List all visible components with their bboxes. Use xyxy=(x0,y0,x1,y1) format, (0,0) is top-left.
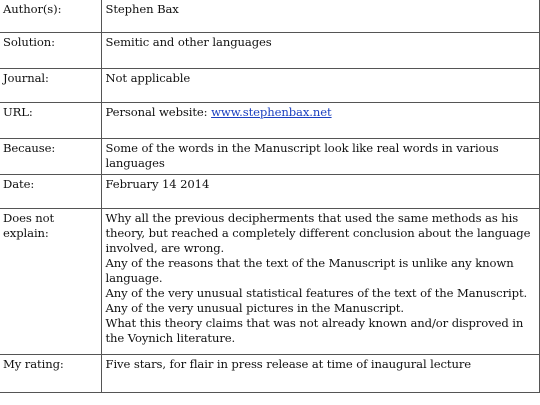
does-not-explain-line: Any of the reasons that the text of the Manuscript is unlike any known xyxy=(105,255,514,270)
journal-label: Journal: xyxy=(0,68,101,102)
date-label: Date: xyxy=(0,174,101,208)
url-value xyxy=(101,102,539,138)
solution-value: Semitic and other languages xyxy=(101,32,539,68)
url-prefix: Personal website: xyxy=(105,104,212,119)
solution-row xyxy=(0,32,539,68)
does-not-explain-line: the Voynich literature. xyxy=(105,330,236,345)
does-not-explain-row xyxy=(0,208,539,354)
does-not-explain-line: What this theory claims that was not already known and/or disproved in xyxy=(105,315,524,330)
does-not-explain-line: Any of the very unusual pictures in the Manuscript. xyxy=(105,300,404,315)
author-row xyxy=(0,0,539,32)
does-not-explain-label xyxy=(0,208,101,354)
journal-value: Not applicable xyxy=(101,68,539,102)
url-label: URL: xyxy=(0,102,101,138)
date-value: February 14 2014 xyxy=(101,174,539,208)
because-row xyxy=(0,138,539,174)
because-line: Some of the words in the Manuscript look like real words in various xyxy=(105,140,499,155)
does-not-explain-line: Why all the previous decipherments that used the same methods as his xyxy=(105,210,519,225)
because-value xyxy=(101,138,539,174)
does-not-explain-line: theory, but reached a completely different conclusion about the language xyxy=(105,225,531,240)
author-label: Author(s): xyxy=(0,0,101,32)
does-not-explain-line: involved, are wrong. xyxy=(105,240,225,255)
does-not-explain-label-line: explain: xyxy=(3,225,49,240)
does-not-explain-value xyxy=(101,208,539,354)
date-row xyxy=(0,174,539,208)
solution-label: Solution: xyxy=(0,32,101,68)
rating-label: My rating: xyxy=(0,354,101,392)
because-line: languages xyxy=(105,155,165,170)
does-not-explain-label-line: Does not xyxy=(3,210,55,225)
does-not-explain-line: Any of the very unusual statistical features of the text of the Manuscript. xyxy=(105,285,528,300)
does-not-explain-line: language. xyxy=(105,270,163,285)
rating-row xyxy=(0,354,539,392)
author-value: Stephen Bax xyxy=(101,0,539,32)
journal-row xyxy=(0,68,539,102)
url-row xyxy=(0,102,539,138)
rating-value: Five stars, for flair in press release at time of inaugural lecture xyxy=(101,354,539,392)
because-label: Because: xyxy=(0,138,101,174)
website-link[interactable]: www.stephenbax.net xyxy=(211,104,332,119)
